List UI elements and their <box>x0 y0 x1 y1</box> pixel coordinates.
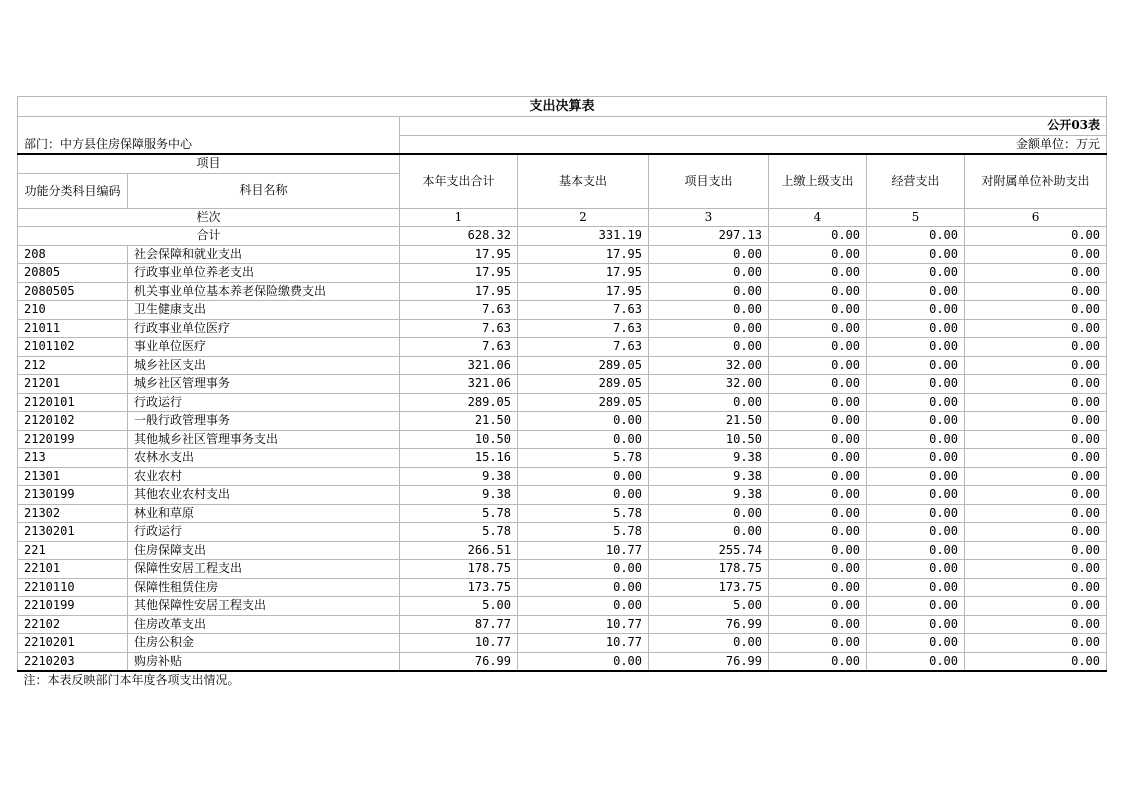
row-code: 22102 <box>18 615 128 634</box>
table-row <box>18 356 1107 375</box>
row-value: 0.00 <box>867 449 965 468</box>
column-number: 6 <box>965 208 1107 227</box>
row-name: 城乡社区管理事务 <box>128 375 400 394</box>
row-name: 保障性安居工程支出 <box>128 560 400 579</box>
row-value: 0.00 <box>965 356 1107 375</box>
row-value: 0.00 <box>518 430 649 449</box>
row-value: 0.00 <box>769 523 867 542</box>
row-value: 0.00 <box>965 301 1107 320</box>
header-row-1 <box>18 154 1107 173</box>
row-name: 机关事业单位基本养老保险缴费支出 <box>128 282 400 301</box>
row-value: 0.00 <box>649 504 769 523</box>
column-number-row <box>18 208 1107 227</box>
row-value: 87.77 <box>400 615 518 634</box>
table-row <box>18 449 1107 468</box>
row-name: 行政运行 <box>128 523 400 542</box>
title-row <box>18 97 1107 117</box>
row-value: 5.78 <box>518 523 649 542</box>
row-value: 0.00 <box>965 597 1107 616</box>
row-value: 9.38 <box>400 486 518 505</box>
table-row <box>18 486 1107 505</box>
row-value: 5.00 <box>400 597 518 616</box>
row-value: 0.00 <box>867 504 965 523</box>
header-project: 项目 <box>18 154 400 173</box>
table-row <box>18 467 1107 486</box>
row-code: 2120199 <box>18 430 128 449</box>
table-title: 支出决算表 <box>18 97 1107 117</box>
table-number: 公开03表 <box>400 117 1107 136</box>
row-value: 0.00 <box>867 578 965 597</box>
row-value: 5.00 <box>649 597 769 616</box>
header-upper: 上缴上级支出 <box>769 154 867 208</box>
row-value: 17.95 <box>400 282 518 301</box>
table-no-row <box>18 117 1107 136</box>
table-row <box>18 578 1107 597</box>
row-value: 0.00 <box>769 578 867 597</box>
row-value: 17.95 <box>400 264 518 283</box>
row-value: 32.00 <box>649 375 769 394</box>
column-number: 2 <box>518 208 649 227</box>
row-code: 213 <box>18 449 128 468</box>
row-value: 173.75 <box>400 578 518 597</box>
row-value: 321.06 <box>400 375 518 394</box>
row-value: 0.00 <box>649 338 769 357</box>
row-name: 其他城乡社区管理事务支出 <box>128 430 400 449</box>
header-code: 功能分类科目编码 <box>18 173 128 208</box>
row-value: 10.77 <box>518 541 649 560</box>
table-row <box>18 393 1107 412</box>
row-name: 行政事业单位养老支出 <box>128 264 400 283</box>
row-code: 210 <box>18 301 128 320</box>
row-value: 0.00 <box>965 338 1107 357</box>
department-row <box>18 135 1107 154</box>
column-number: 3 <box>649 208 769 227</box>
row-value: 9.38 <box>649 467 769 486</box>
row-value: 0.00 <box>518 467 649 486</box>
row-code: 2210199 <box>18 597 128 616</box>
row-value: 0.00 <box>649 634 769 653</box>
row-value: 0.00 <box>867 486 965 505</box>
row-value: 0.00 <box>965 615 1107 634</box>
total-value: 0.00 <box>769 227 867 246</box>
row-value: 10.50 <box>649 430 769 449</box>
row-value: 0.00 <box>518 560 649 579</box>
row-code: 2210110 <box>18 578 128 597</box>
row-value: 0.00 <box>965 560 1107 579</box>
row-value: 0.00 <box>769 301 867 320</box>
row-code: 2120101 <box>18 393 128 412</box>
row-value: 0.00 <box>769 597 867 616</box>
row-value: 5.78 <box>400 523 518 542</box>
row-value: 0.00 <box>965 504 1107 523</box>
row-value: 0.00 <box>965 282 1107 301</box>
row-name: 行政运行 <box>128 393 400 412</box>
row-code: 208 <box>18 245 128 264</box>
row-name: 住房改革支出 <box>128 615 400 634</box>
note-row <box>18 671 1107 690</box>
department-label: 部门：中方县住房保障服务中心 <box>18 135 400 154</box>
row-name: 社会保障和就业支出 <box>128 245 400 264</box>
column-number: 4 <box>769 208 867 227</box>
row-value: 5.78 <box>400 504 518 523</box>
expenditure-sheet <box>17 96 1106 690</box>
row-value: 0.00 <box>965 486 1107 505</box>
row-name: 其他保障性安居工程支出 <box>128 597 400 616</box>
row-name: 行政事业单位医疗 <box>128 319 400 338</box>
row-value: 0.00 <box>867 264 965 283</box>
table-row <box>18 430 1107 449</box>
row-value: 0.00 <box>769 634 867 653</box>
row-value: 0.00 <box>867 560 965 579</box>
row-value: 0.00 <box>867 634 965 653</box>
row-value: 7.63 <box>400 319 518 338</box>
row-value: 9.38 <box>400 467 518 486</box>
row-value: 0.00 <box>867 467 965 486</box>
row-value: 0.00 <box>769 504 867 523</box>
table-note: 注：本表反映部门本年度各项支出情况。 <box>18 671 1107 690</box>
row-code: 22101 <box>18 560 128 579</box>
row-name: 住房公积金 <box>128 634 400 653</box>
row-value: 0.00 <box>867 393 965 412</box>
column-number: 5 <box>867 208 965 227</box>
row-value: 0.00 <box>518 486 649 505</box>
row-value: 32.00 <box>649 356 769 375</box>
row-value: 0.00 <box>867 615 965 634</box>
table-row <box>18 652 1107 671</box>
row-value: 0.00 <box>965 652 1107 671</box>
row-value: 76.99 <box>649 615 769 634</box>
row-value: 0.00 <box>867 338 965 357</box>
row-value: 10.77 <box>400 634 518 653</box>
row-value: 7.63 <box>400 301 518 320</box>
row-value: 9.38 <box>649 449 769 468</box>
row-value: 0.00 <box>965 578 1107 597</box>
table-row <box>18 338 1107 357</box>
table-row <box>18 634 1107 653</box>
row-name: 一般行政管理事务 <box>128 412 400 431</box>
row-code: 21011 <box>18 319 128 338</box>
row-value: 0.00 <box>867 412 965 431</box>
row-value: 0.00 <box>965 245 1107 264</box>
row-value: 21.50 <box>649 412 769 431</box>
row-value: 10.77 <box>518 615 649 634</box>
total-value: 0.00 <box>867 227 965 246</box>
row-value: 0.00 <box>867 523 965 542</box>
row-value: 0.00 <box>769 486 867 505</box>
row-value: 0.00 <box>769 615 867 634</box>
row-value: 0.00 <box>965 523 1107 542</box>
row-code: 20805 <box>18 264 128 283</box>
total-row <box>18 227 1107 246</box>
row-name: 住房保障支出 <box>128 541 400 560</box>
row-value: 0.00 <box>518 412 649 431</box>
row-value: 0.00 <box>769 393 867 412</box>
row-value: 0.00 <box>867 430 965 449</box>
row-value: 0.00 <box>867 319 965 338</box>
row-value: 76.99 <box>649 652 769 671</box>
row-name: 林业和草原 <box>128 504 400 523</box>
row-value: 17.95 <box>400 245 518 264</box>
row-value: 178.75 <box>400 560 518 579</box>
row-value: 0.00 <box>769 560 867 579</box>
header-total: 本年支出合计 <box>400 154 518 208</box>
row-value: 289.05 <box>400 393 518 412</box>
row-value: 0.00 <box>649 523 769 542</box>
expenditure-table <box>17 96 1107 690</box>
table-row <box>18 375 1107 394</box>
table-row <box>18 541 1107 560</box>
row-name: 城乡社区支出 <box>128 356 400 375</box>
header-business: 经营支出 <box>867 154 965 208</box>
column-number: 1 <box>400 208 518 227</box>
table-row <box>18 523 1107 542</box>
row-code: 2130201 <box>18 523 128 542</box>
header-basic: 基本支出 <box>518 154 649 208</box>
table-row <box>18 282 1107 301</box>
row-value: 173.75 <box>649 578 769 597</box>
table-row <box>18 319 1107 338</box>
row-value: 7.63 <box>400 338 518 357</box>
row-value: 0.00 <box>867 375 965 394</box>
row-value: 0.00 <box>649 301 769 320</box>
row-code: 212 <box>18 356 128 375</box>
row-name: 保障性租赁住房 <box>128 578 400 597</box>
row-value: 17.95 <box>518 245 649 264</box>
table-row <box>18 560 1107 579</box>
row-value: 5.78 <box>518 449 649 468</box>
row-code: 21302 <box>18 504 128 523</box>
row-name: 农业农村 <box>128 467 400 486</box>
row-value: 255.74 <box>649 541 769 560</box>
header-project-expense: 项目支出 <box>649 154 769 208</box>
row-value: 7.63 <box>518 301 649 320</box>
row-value: 76.99 <box>400 652 518 671</box>
row-value: 0.00 <box>518 652 649 671</box>
row-value: 321.06 <box>400 356 518 375</box>
row-value: 0.00 <box>965 319 1107 338</box>
row-value: 7.63 <box>518 338 649 357</box>
row-value: 0.00 <box>769 338 867 357</box>
row-name: 其他农业农村支出 <box>128 486 400 505</box>
row-value: 7.63 <box>518 319 649 338</box>
row-value: 0.00 <box>769 449 867 468</box>
row-name: 事业单位医疗 <box>128 338 400 357</box>
row-name: 农林水支出 <box>128 449 400 468</box>
row-value: 289.05 <box>518 356 649 375</box>
row-value: 0.00 <box>769 245 867 264</box>
row-value: 0.00 <box>867 652 965 671</box>
row-value: 0.00 <box>965 449 1107 468</box>
total-value: 628.32 <box>400 227 518 246</box>
row-value: 0.00 <box>649 282 769 301</box>
row-code: 2130199 <box>18 486 128 505</box>
row-code: 2120102 <box>18 412 128 431</box>
total-value: 297.13 <box>649 227 769 246</box>
row-value: 0.00 <box>965 430 1107 449</box>
row-value: 0.00 <box>867 541 965 560</box>
row-value: 0.00 <box>518 578 649 597</box>
row-code: 221 <box>18 541 128 560</box>
row-code: 2101102 <box>18 338 128 357</box>
row-value: 0.00 <box>867 597 965 616</box>
total-value: 331.19 <box>518 227 649 246</box>
row-value: 0.00 <box>965 541 1107 560</box>
row-value: 0.00 <box>867 245 965 264</box>
row-code: 2080505 <box>18 282 128 301</box>
row-value: 0.00 <box>769 375 867 394</box>
row-value: 0.00 <box>769 541 867 560</box>
row-value: 0.00 <box>867 282 965 301</box>
table-row <box>18 264 1107 283</box>
row-code: 2210203 <box>18 652 128 671</box>
row-value: 17.95 <box>518 264 649 283</box>
row-value: 0.00 <box>965 375 1107 394</box>
row-value: 0.00 <box>769 264 867 283</box>
total-value: 0.00 <box>965 227 1107 246</box>
row-code: 21201 <box>18 375 128 394</box>
column-label: 栏次 <box>18 208 400 227</box>
row-value: 178.75 <box>649 560 769 579</box>
row-value: 21.50 <box>400 412 518 431</box>
row-value: 0.00 <box>867 301 965 320</box>
row-value: 10.50 <box>400 430 518 449</box>
row-value: 0.00 <box>649 264 769 283</box>
table-row <box>18 597 1107 616</box>
row-value: 0.00 <box>518 597 649 616</box>
row-value: 0.00 <box>965 634 1107 653</box>
table-row <box>18 245 1107 264</box>
row-value: 0.00 <box>769 412 867 431</box>
row-value: 0.00 <box>965 467 1107 486</box>
row-value: 0.00 <box>649 245 769 264</box>
table-row <box>18 504 1107 523</box>
row-value: 0.00 <box>965 264 1107 283</box>
total-label: 合计 <box>18 227 400 246</box>
header-name: 科目名称 <box>128 173 400 208</box>
table-row <box>18 301 1107 320</box>
row-value: 5.78 <box>518 504 649 523</box>
row-value: 15.16 <box>400 449 518 468</box>
row-value: 10.77 <box>518 634 649 653</box>
row-name: 购房补贴 <box>128 652 400 671</box>
row-value: 0.00 <box>769 467 867 486</box>
row-value: 0.00 <box>769 282 867 301</box>
row-value: 0.00 <box>867 356 965 375</box>
row-value: 17.95 <box>518 282 649 301</box>
row-value: 0.00 <box>769 319 867 338</box>
row-value: 289.05 <box>518 375 649 394</box>
row-value: 0.00 <box>769 356 867 375</box>
row-value: 9.38 <box>649 486 769 505</box>
table-row <box>18 615 1107 634</box>
row-value: 0.00 <box>965 393 1107 412</box>
row-value: 0.00 <box>649 393 769 412</box>
row-value: 0.00 <box>649 319 769 338</box>
row-value: 266.51 <box>400 541 518 560</box>
row-value: 0.00 <box>769 652 867 671</box>
table-row <box>18 412 1107 431</box>
row-code: 2210201 <box>18 634 128 653</box>
unit-label: 金额单位：万元 <box>400 135 1107 154</box>
row-value: 289.05 <box>518 393 649 412</box>
row-value: 0.00 <box>965 412 1107 431</box>
row-value: 0.00 <box>769 430 867 449</box>
header-subsidy: 对附属单位补助支出 <box>965 154 1107 208</box>
row-code: 21301 <box>18 467 128 486</box>
row-name: 卫生健康支出 <box>128 301 400 320</box>
